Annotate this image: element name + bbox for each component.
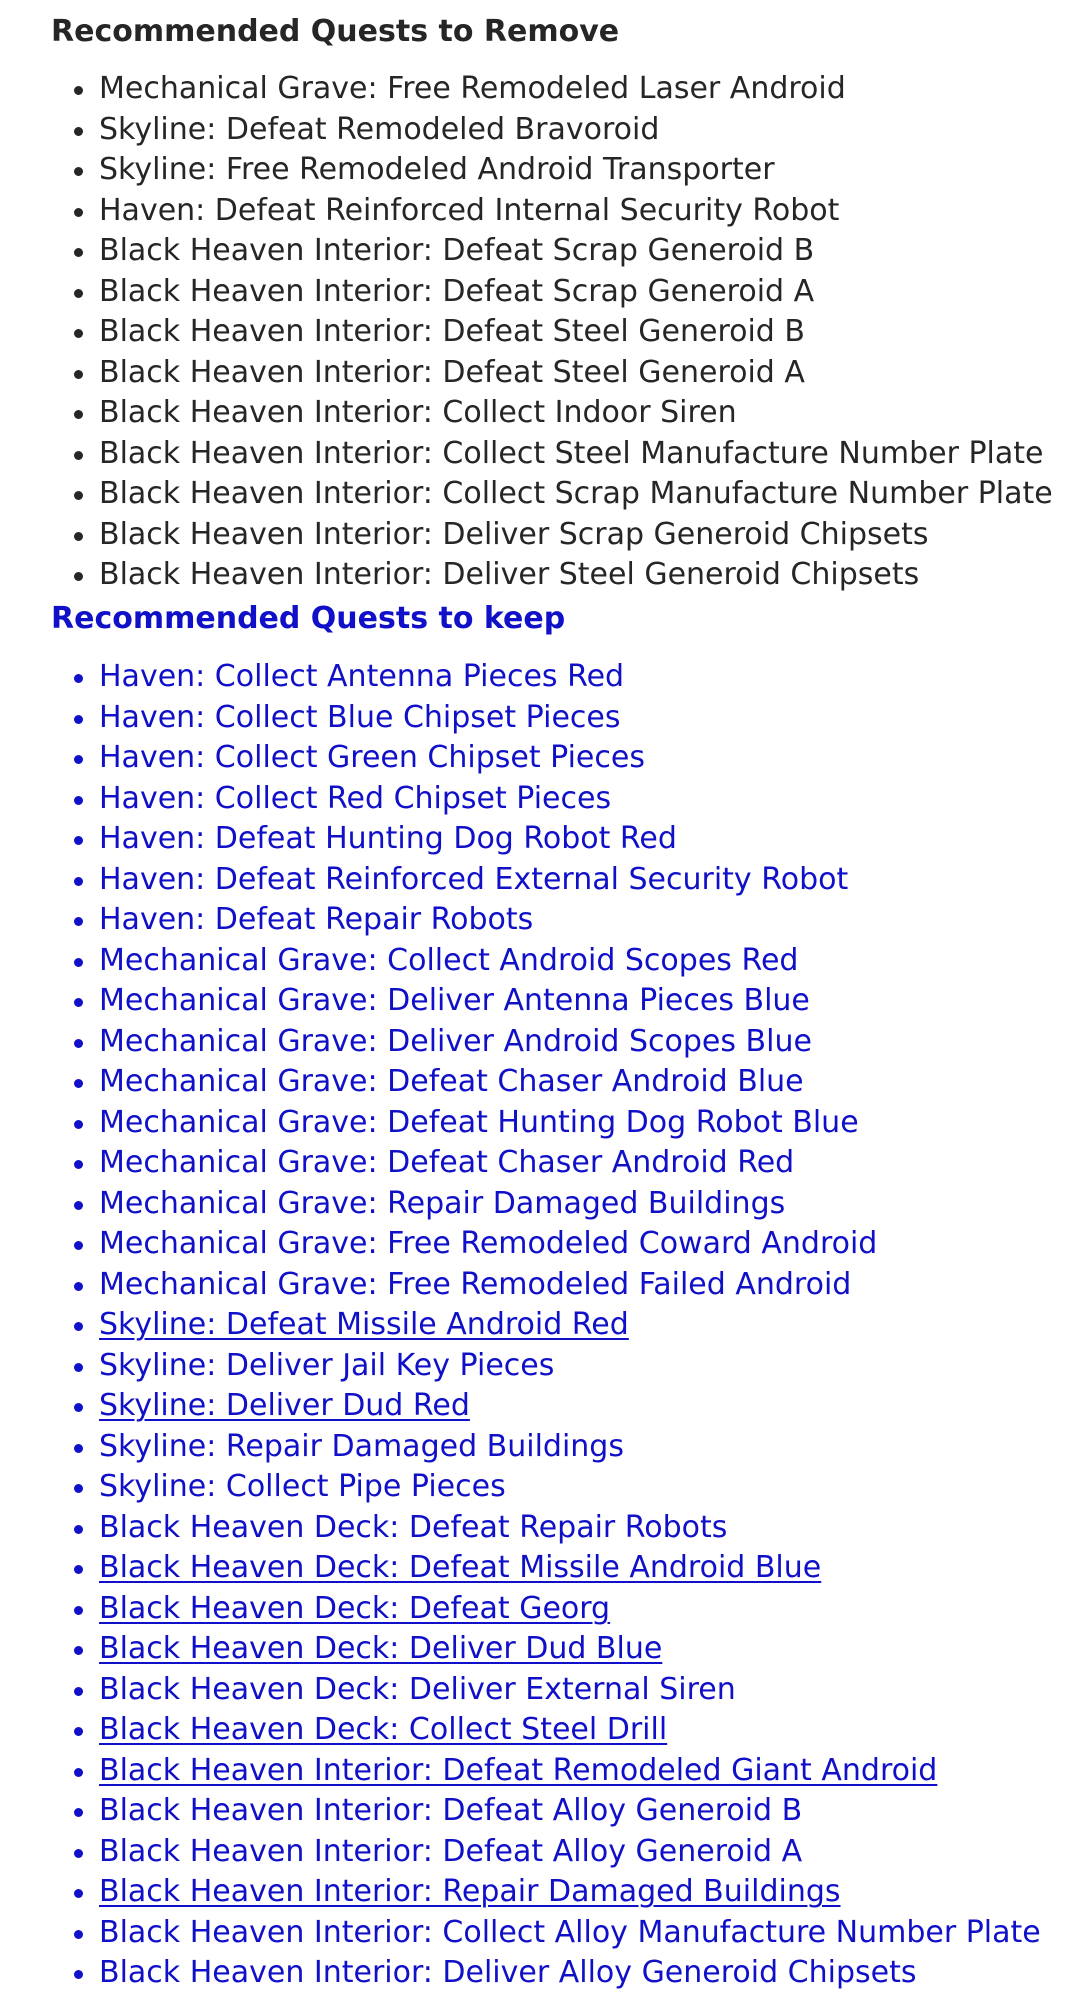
list-item-link[interactable]: Skyline: Deliver Dud Red bbox=[0, 1386, 1041, 1427]
list-item: Black Heaven Interior: Defeat Alloy Generoid B bbox=[0, 1791, 1041, 1832]
list-item: Haven: Defeat Reinforced Internal Security Robot bbox=[0, 191, 1053, 232]
list-item: Mechanical Grave: Defeat Chaser Android Red bbox=[0, 1143, 1041, 1184]
list-item: Haven: Defeat Hunting Dog Robot Red bbox=[0, 819, 1041, 860]
list-item: Black Heaven Interior: Defeat Steel Generoid A bbox=[0, 353, 1053, 394]
list-item-link[interactable]: Black Heaven Deck: Deliver Dud Blue bbox=[0, 1629, 1041, 1670]
list-item: Skyline: Repair Damaged Buildings bbox=[0, 1427, 1041, 1468]
list-item: Black Heaven Interior: Defeat Scrap Generoid B bbox=[0, 231, 1053, 272]
list-item: Haven: Collect Green Chipset Pieces bbox=[0, 738, 1041, 779]
list-item: Black Heaven Interior: Defeat Alloy Generoid A bbox=[0, 1832, 1041, 1873]
list-item-link[interactable]: Black Heaven Deck: Defeat Georg bbox=[0, 1589, 1041, 1630]
list-item: Mechanical Grave: Deliver Android Scopes Blue bbox=[0, 1022, 1041, 1063]
list-item: Haven: Collect Blue Chipset Pieces bbox=[0, 698, 1041, 739]
list-item: Black Heaven Interior: Collect Indoor Siren bbox=[0, 393, 1053, 434]
list-item: Black Heaven Deck: Deliver External Siren bbox=[0, 1670, 1041, 1711]
keep-quest-list bbox=[0, 657, 1041, 1994]
list-item: Black Heaven Interior: Defeat Steel Generoid B bbox=[0, 312, 1053, 353]
list-item: Mechanical Grave: Defeat Chaser Android Blue bbox=[0, 1062, 1041, 1103]
list-item: Black Heaven Interior: Deliver Steel Generoid Chipsets bbox=[0, 555, 1053, 596]
list-item-link[interactable]: Black Heaven Deck: Defeat Missile Android Blue bbox=[0, 1548, 1041, 1589]
list-item: Mechanical Grave: Defeat Hunting Dog Robot Blue bbox=[0, 1103, 1041, 1144]
list-item: Mechanical Grave: Free Remodeled Failed Android bbox=[0, 1265, 1041, 1306]
list-item: Haven: Defeat Reinforced External Security Robot bbox=[0, 860, 1041, 901]
list-item: Black Heaven Interior: Deliver Alloy Generoid Chipsets bbox=[0, 1953, 1041, 1994]
list-item: Mechanical Grave: Free Remodeled Laser Android bbox=[0, 69, 1053, 110]
list-item: Skyline: Collect Pipe Pieces bbox=[0, 1467, 1041, 1508]
list-item: Haven: Collect Red Chipset Pieces bbox=[0, 779, 1041, 820]
list-item-link[interactable]: Skyline: Defeat Missile Android Red bbox=[0, 1305, 1041, 1346]
keep-section-heading: Recommended Quests to keep bbox=[51, 601, 566, 636]
list-item: Black Heaven Deck: Defeat Repair Robots bbox=[0, 1508, 1041, 1549]
list-item: Mechanical Grave: Repair Damaged Buildings bbox=[0, 1184, 1041, 1225]
list-item-link[interactable]: Black Heaven Deck: Collect Steel Drill bbox=[0, 1710, 1041, 1751]
remove-quest-list bbox=[0, 69, 1053, 596]
list-item: Mechanical Grave: Deliver Antenna Pieces Blue bbox=[0, 981, 1041, 1022]
list-item: Skyline: Free Remodeled Android Transporter bbox=[0, 150, 1053, 191]
list-item: Skyline: Defeat Remodeled Bravoroid bbox=[0, 110, 1053, 151]
list-item: Black Heaven Interior: Collect Steel Manufacture Number Plate bbox=[0, 434, 1053, 475]
list-item: Black Heaven Interior: Collect Scrap Manufacture Number Plate bbox=[0, 474, 1053, 515]
list-item: Black Heaven Interior: Deliver Scrap Generoid Chipsets bbox=[0, 515, 1053, 556]
list-item: Mechanical Grave: Free Remodeled Coward Android bbox=[0, 1224, 1041, 1265]
list-item: Black Heaven Interior: Defeat Scrap Generoid A bbox=[0, 272, 1053, 313]
list-item: Black Heaven Interior: Collect Alloy Manufacture Number Plate bbox=[0, 1913, 1041, 1954]
remove-section-heading: Recommended Quests to Remove bbox=[51, 14, 620, 49]
list-item-link[interactable]: Black Heaven Interior: Defeat Remodeled Giant Android bbox=[0, 1751, 1041, 1792]
list-item: Haven: Collect Antenna Pieces Red bbox=[0, 657, 1041, 698]
list-item: Haven: Defeat Repair Robots bbox=[0, 900, 1041, 941]
list-item-link[interactable]: Black Heaven Interior: Repair Damaged Buildings bbox=[0, 1872, 1041, 1913]
list-item: Mechanical Grave: Collect Android Scopes Red bbox=[0, 941, 1041, 982]
list-item: Skyline: Deliver Jail Key Pieces bbox=[0, 1346, 1041, 1387]
